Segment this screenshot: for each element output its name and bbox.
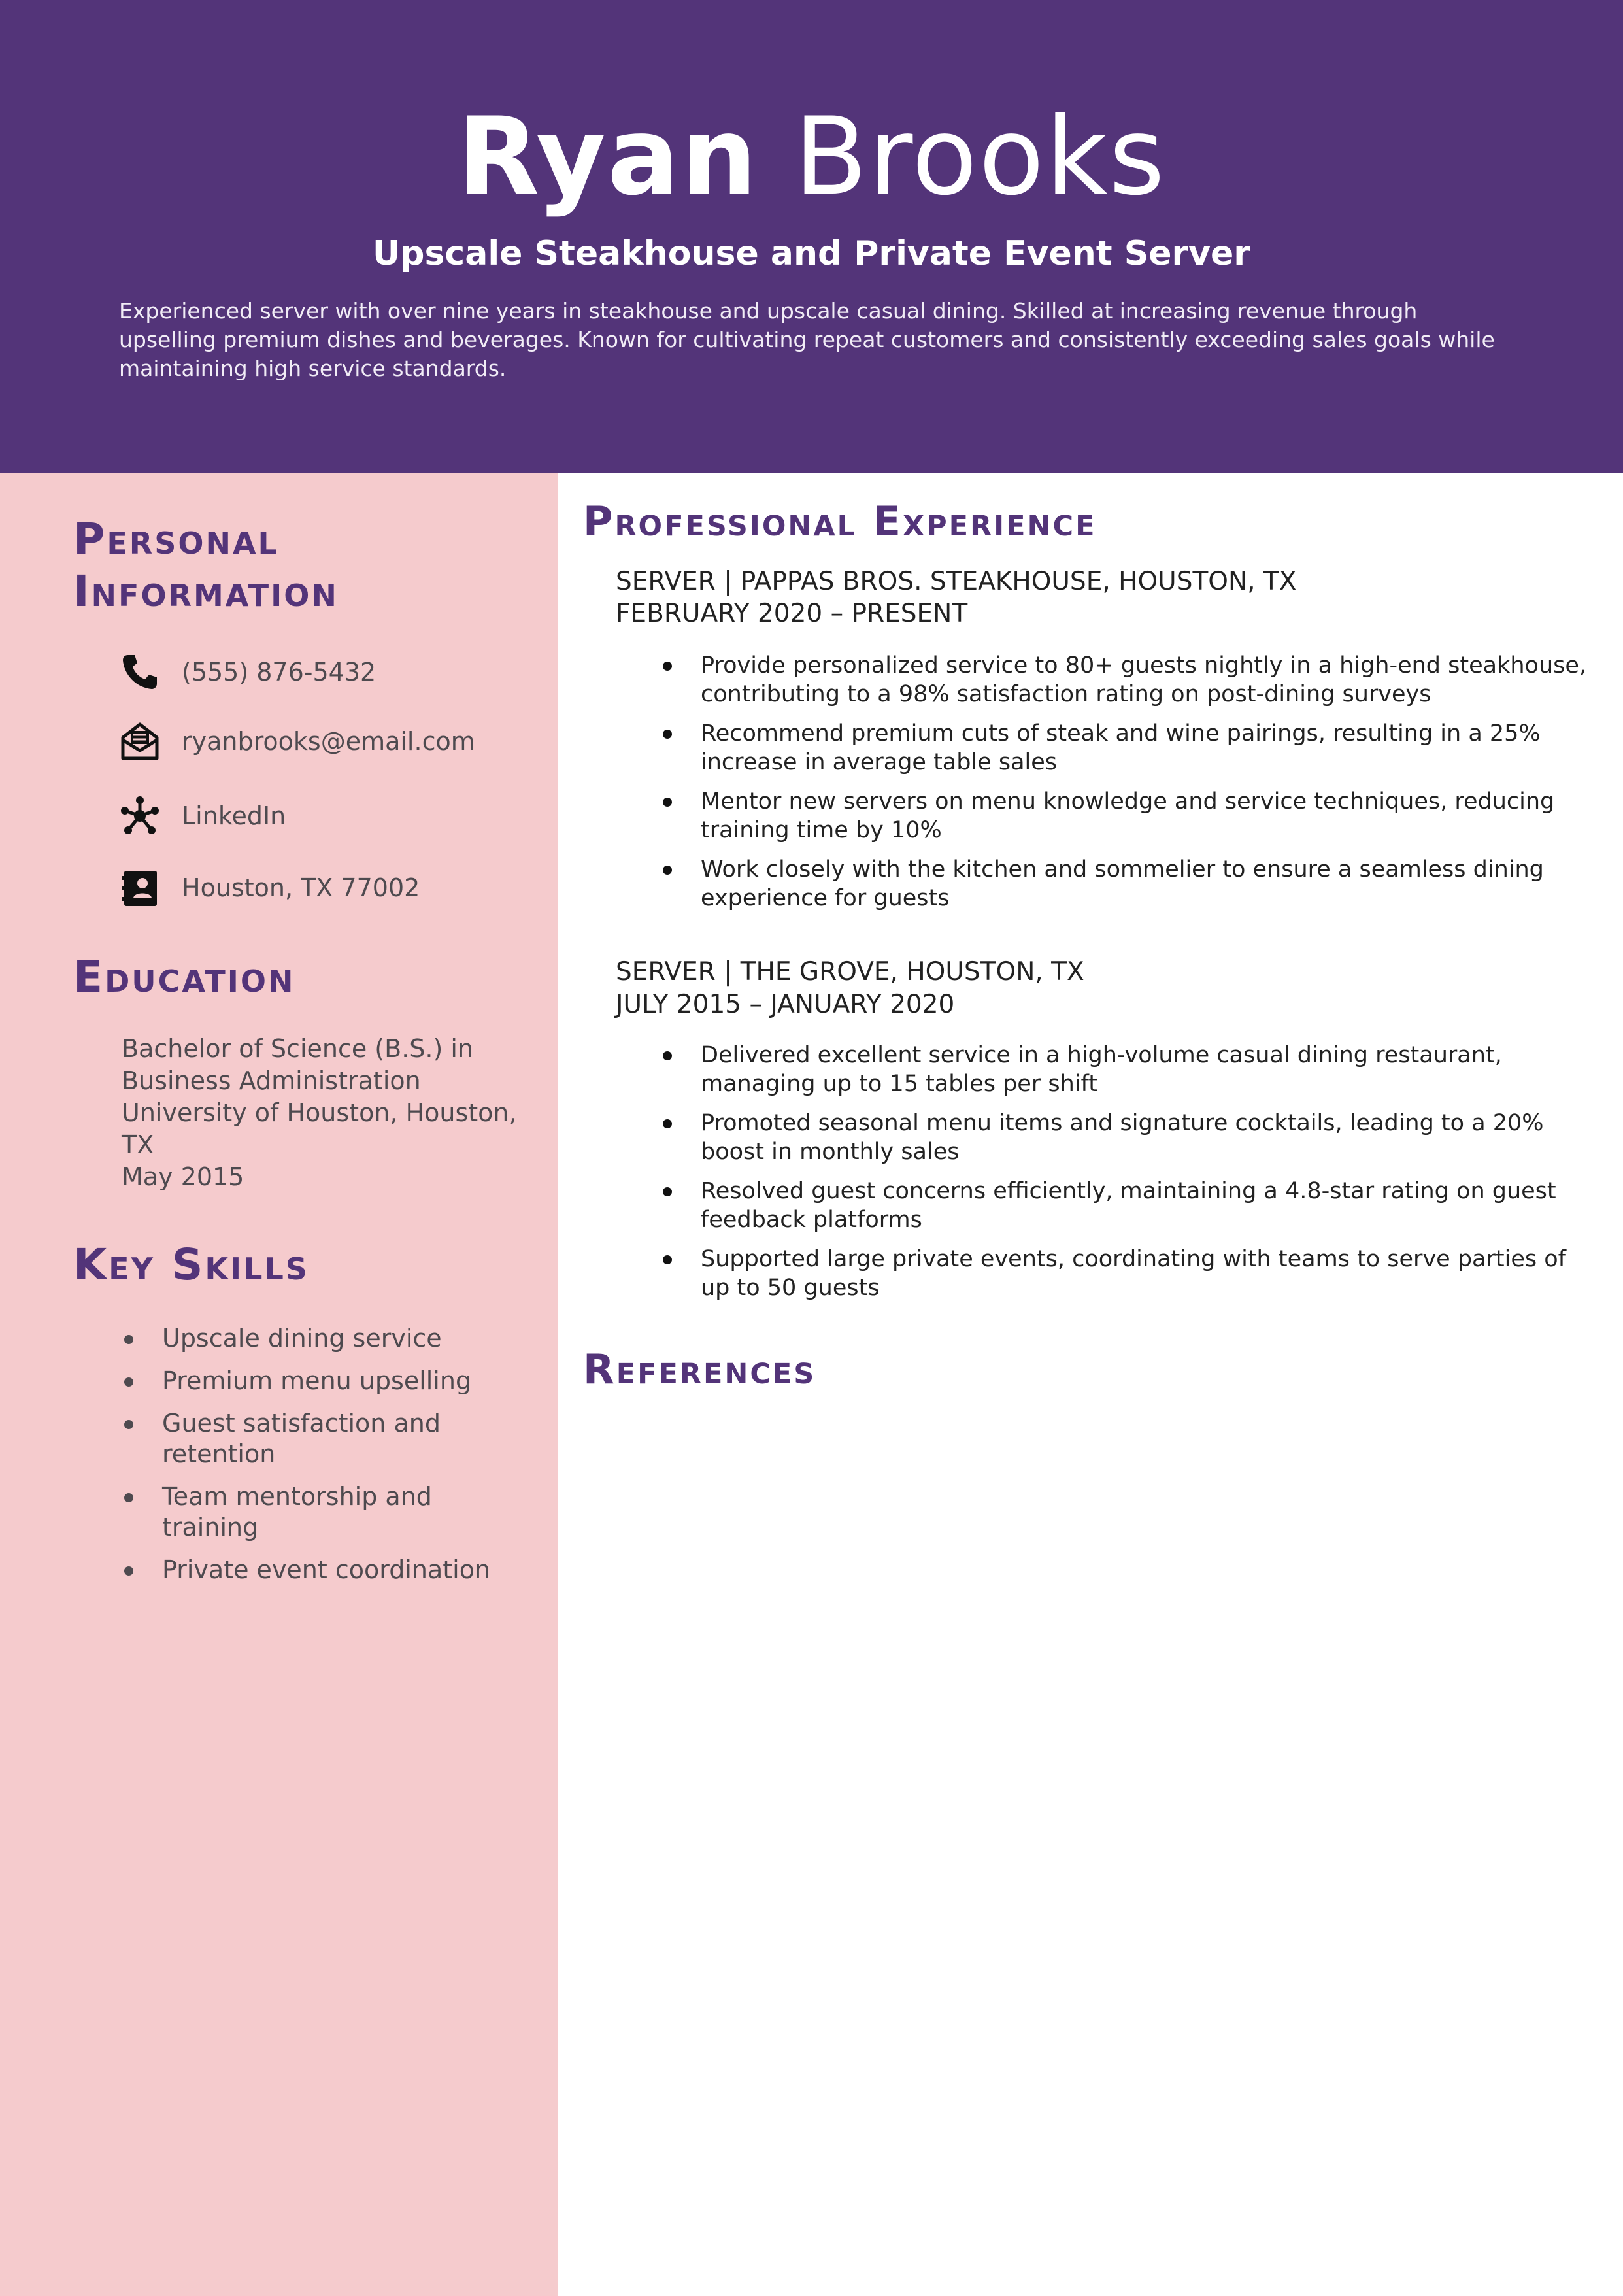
personal-info-heading xyxy=(73,513,339,618)
professional-summary: Experienced server with over nine years in steakhouse and upscale casual dining. Skilled at increasing revenue through upselling premium dishes and beverages. Known for cultivating repeat customers and consistently exceeding sales goals while maintaining high service standards. xyxy=(119,298,1495,381)
list-item: Work closely with the kitchen and sommelier to ensure a seamless dining experience for guests xyxy=(660,855,1588,913)
job-dates-2: JULY 2015 – JANUARY 2020 xyxy=(616,990,955,1019)
envelope-icon xyxy=(119,720,161,762)
list-item: Resolved guest concerns efficiently, maintaining a 4.8-star rating on guest feedback platforms xyxy=(660,1177,1588,1234)
list-item: Recommend premium cuts of steak and wine pairings, resulting in a 25% increase in average table sales xyxy=(660,719,1588,777)
degree-line1: Bachelor of Science (B.S.) in xyxy=(122,1034,474,1063)
phone-text[interactable]: (555) 876-5432 xyxy=(182,658,376,686)
personal-info-heading-line2: Information xyxy=(73,566,339,616)
first-name: Ryan xyxy=(457,94,759,219)
full-name xyxy=(0,92,1623,222)
skill-item: Guest satisfaction and retention xyxy=(122,1408,527,1470)
skill-item: Team mentorship and training xyxy=(122,1481,527,1543)
references-heading: References xyxy=(583,1345,816,1393)
list-item: Delivered excellent service in a high-volume casual dining restaurant, managing up to 15 tables per shift xyxy=(660,1041,1588,1098)
skill-item: Upscale dining service xyxy=(122,1323,527,1354)
contact-phone xyxy=(119,651,537,693)
education-date: May 2015 xyxy=(122,1162,244,1191)
skill-item: Private event coordination xyxy=(122,1555,527,1585)
skills-list xyxy=(122,1323,527,1597)
skills-heading: Key Skills xyxy=(73,1240,309,1290)
job-dates-1: FEBRUARY 2020 – PRESENT xyxy=(616,599,968,628)
degree-line2: Business Administration xyxy=(122,1066,421,1095)
list-item: Mentor new servers on menu knowledge and service techniques, reducing training time by 10% xyxy=(660,787,1588,845)
education-entry xyxy=(122,1033,527,1193)
school-line2: TX xyxy=(122,1130,154,1159)
job-bullets-2 xyxy=(660,1041,1588,1313)
skill-item: Premium menu upselling xyxy=(122,1366,527,1396)
education-heading: Education xyxy=(73,952,295,1002)
experience-heading: Professional Experience xyxy=(583,498,1097,545)
personal-info-heading-line1: Personal xyxy=(73,514,279,564)
header-banner xyxy=(0,0,1623,473)
last-name: Brooks xyxy=(794,94,1166,219)
contact-email xyxy=(119,720,537,762)
linkedin-link[interactable]: LinkedIn xyxy=(182,802,286,830)
contact-address xyxy=(119,867,537,909)
email-text[interactable]: ryanbrooks@email.com xyxy=(182,727,475,756)
school-line1: University of Houston, Houston, xyxy=(122,1098,517,1127)
list-item: Supported large private events, coordinating with teams to serve parties of up to 50 guests xyxy=(660,1245,1588,1302)
job-bullets-1 xyxy=(660,651,1588,923)
list-item: Provide personalized service to 80+ guests nightly in a high-end steakhouse, contributing to a 98% satisfaction rating on post-dining surveys xyxy=(660,651,1588,709)
phone-icon xyxy=(119,651,161,693)
job-title-1: SERVER | PAPPAS BROS. STEAKHOUSE, HOUSTON, TX xyxy=(616,567,1297,596)
job-title-2: SERVER | THE GROVE, HOUSTON, TX xyxy=(616,957,1084,987)
address-text: Houston, TX 77002 xyxy=(182,873,420,902)
address-card-icon xyxy=(119,867,161,909)
contact-linkedin xyxy=(119,795,537,837)
list-item: Promoted seasonal menu items and signature cocktails, leading to a 20% boost in monthly sales xyxy=(660,1109,1588,1166)
network-icon xyxy=(119,795,161,837)
job-title: Upscale Steakhouse and Private Event Server xyxy=(373,234,1250,273)
